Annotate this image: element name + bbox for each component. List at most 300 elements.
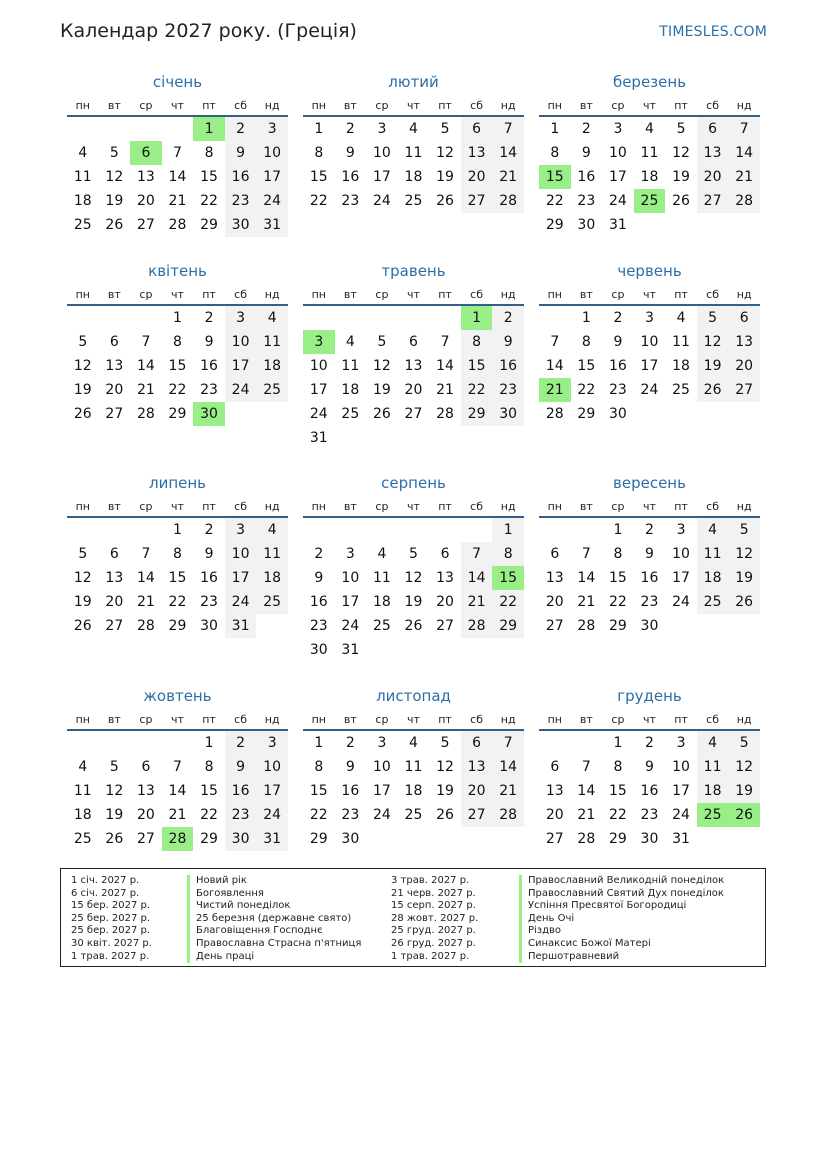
day-cell: 15: [168, 570, 187, 586]
day-cell: 18: [697, 779, 729, 803]
empty-cell: [634, 213, 666, 237]
empty-cell: [728, 614, 760, 638]
day-cell: 25: [404, 193, 423, 209]
day-cell: 5: [697, 305, 729, 330]
day-cell: 4: [78, 145, 88, 161]
day-cell: 15: [200, 169, 218, 185]
day-cell: 1: [613, 735, 623, 751]
month-name: травень: [381, 262, 446, 280]
day-cell: 10: [372, 759, 391, 775]
empty-cell: [303, 305, 335, 330]
empty-cell: [697, 827, 729, 851]
weekday-header: пн: [539, 710, 571, 730]
empty-cell: [130, 116, 162, 141]
holiday-date: 15 бер. 2027 р.: [71, 900, 151, 912]
day-cell: 6: [728, 305, 760, 330]
day-cell: 20: [697, 165, 729, 189]
day-cell: 10: [672, 759, 690, 775]
day-cell: 7: [440, 334, 450, 350]
day-cell: 22: [168, 382, 187, 398]
day-cell: 10: [309, 358, 328, 374]
day-cell: 11: [697, 542, 729, 566]
empty-cell: [366, 517, 398, 542]
day-cell: 19: [73, 594, 92, 610]
month-table: [303, 497, 524, 662]
legend-row: [519, 913, 724, 926]
empty-cell: [99, 730, 131, 755]
day-cell: 2: [581, 121, 591, 137]
day-cell: 7: [581, 546, 591, 562]
day-cell: 12: [728, 542, 760, 566]
day-cell: 3: [676, 522, 686, 538]
day-cell: 10: [341, 570, 360, 586]
weekday-header: пн: [67, 710, 99, 730]
day-cell: 11: [697, 755, 729, 779]
day-cell: 15: [168, 358, 187, 374]
day-cell: 3: [256, 116, 288, 141]
weekday-header: чт: [162, 285, 194, 305]
day-cell: 3: [645, 310, 654, 326]
day-cell: 11: [372, 570, 391, 586]
empty-cell: [225, 402, 257, 426]
day-cell: 16: [608, 358, 627, 374]
day-cell: 29: [608, 831, 627, 847]
day-cell: 13: [404, 358, 423, 374]
day-cell: 19: [105, 807, 124, 823]
day-cell: 16: [200, 570, 218, 586]
day-cell: 9: [645, 759, 654, 775]
day-cell: 23: [341, 807, 360, 823]
day-cell: 6: [550, 546, 560, 562]
day-cell: 7: [173, 145, 182, 161]
day-cell: 20: [436, 594, 454, 610]
weekday-header: нд: [492, 285, 524, 305]
holiday-date: 28 жовт. 2027 р.: [391, 912, 479, 924]
weekday-header: пн: [303, 710, 335, 730]
day-cell: 9: [225, 755, 257, 779]
empty-cell: [162, 730, 194, 755]
day-cell: 31: [256, 827, 288, 851]
empty-cell: [366, 305, 398, 330]
holiday-name: День праці: [187, 951, 361, 964]
day-cell: 2: [225, 730, 257, 755]
day-cell: 10: [225, 330, 257, 354]
day-cell: 14: [168, 169, 187, 185]
empty-cell: [665, 402, 697, 426]
day-cell: 17: [640, 358, 659, 374]
day-cell: 29: [200, 831, 218, 847]
month-name: лютий: [388, 73, 439, 91]
day-cell: 18: [256, 566, 288, 590]
day-cell: 23: [200, 382, 218, 398]
weekday-header: пт: [193, 96, 225, 116]
day-cell: 5: [78, 334, 88, 350]
weekday-header: пн: [539, 96, 571, 116]
day-cell: 29: [492, 614, 524, 638]
weekday-header: вт: [571, 710, 603, 730]
day-cell: 29: [608, 618, 627, 634]
day-cell: 30: [341, 831, 360, 847]
day-cell: 28: [545, 406, 564, 422]
holiday-legend: [60, 868, 766, 967]
day-cell: 12: [436, 759, 454, 775]
day-cell: 10: [608, 145, 627, 161]
empty-cell: [162, 116, 194, 141]
holiday-date: 25 бер. 2027 р.: [71, 912, 151, 924]
holiday-name: Православний Святий Дух понеділок: [519, 888, 724, 901]
day-cell: 25: [634, 189, 666, 213]
day-cell: 17: [341, 594, 360, 610]
empty-cell: [571, 730, 603, 755]
day-cell: 8: [550, 145, 560, 161]
legend-row: [519, 938, 724, 951]
day-cell: 31: [608, 217, 627, 233]
day-cell: 20: [105, 382, 124, 398]
day-cell: 30: [200, 618, 218, 634]
day-cell: 24: [672, 594, 690, 610]
weekday-header: чт: [634, 497, 666, 517]
day-cell: 9: [492, 330, 524, 354]
weekday-header: пт: [193, 710, 225, 730]
day-cell: 27: [404, 406, 423, 422]
weekday-header: пт: [429, 96, 461, 116]
day-cell: 30: [640, 618, 659, 634]
day-cell: 1: [314, 121, 324, 137]
day-cell: 26: [73, 406, 92, 422]
day-cell: 15: [608, 783, 627, 799]
day-cell: 17: [225, 354, 257, 378]
empty-cell: [697, 213, 729, 237]
empty-cell: [728, 402, 760, 426]
weekday-header: сб: [697, 710, 729, 730]
weekday-header: ср: [366, 96, 398, 116]
day-cell: 5: [676, 121, 686, 137]
day-cell: 23: [309, 618, 328, 634]
day-cell: 12: [404, 570, 423, 586]
weekday-header: вт: [571, 285, 603, 305]
empty-cell: [429, 827, 461, 851]
weekday-header: ср: [366, 710, 398, 730]
day-cell: 15: [492, 566, 524, 590]
day-cell: 10: [672, 546, 690, 562]
day-cell: 27: [105, 618, 124, 634]
legend-right-names: [519, 875, 724, 963]
day-cell: 28: [492, 189, 524, 213]
day-cell: 8: [613, 546, 623, 562]
day-cell: 12: [105, 169, 124, 185]
day-cell: 14: [577, 783, 596, 799]
holiday-name: 25 березня (державне свято): [187, 913, 361, 926]
weekday-header: сб: [461, 710, 493, 730]
day-cell: 1: [173, 522, 182, 538]
empty-cell: [728, 827, 760, 851]
holiday-date: 1 трав. 2027 р.: [71, 950, 150, 962]
day-cell: 21: [492, 779, 524, 803]
day-cell: 29: [168, 618, 187, 634]
day-cell: 16: [577, 169, 596, 185]
weekday-header: чт: [162, 710, 194, 730]
day-cell: 18: [697, 566, 729, 590]
day-cell: 9: [314, 570, 324, 586]
month-calendar: [303, 473, 524, 662]
day-cell: 22: [309, 193, 328, 209]
legend-right-dates: [391, 875, 478, 963]
day-cell: 13: [545, 570, 564, 586]
month-calendar: [67, 473, 288, 638]
day-cell: 12: [728, 755, 760, 779]
weekday-header: сб: [461, 497, 493, 517]
day-cell: 24: [341, 618, 360, 634]
day-cell: 8: [173, 546, 182, 562]
day-cell: 2: [613, 310, 623, 326]
day-cell: 18: [341, 382, 360, 398]
empty-cell: [665, 213, 697, 237]
day-cell: 22: [200, 193, 218, 209]
day-cell: 3: [256, 730, 288, 755]
weekday-header: сб: [225, 285, 257, 305]
day-cell: 28: [492, 803, 524, 827]
day-cell: 14: [136, 358, 155, 374]
day-cell: 15: [309, 783, 328, 799]
empty-cell: [539, 730, 571, 755]
weekday-header: чт: [162, 497, 194, 517]
day-cell: 30: [608, 406, 627, 422]
day-cell: 15: [577, 358, 596, 374]
empty-cell: [99, 116, 131, 141]
day-cell: 5: [440, 121, 450, 137]
day-cell: 30: [640, 831, 659, 847]
day-cell: 23: [577, 193, 596, 209]
weekday-header: нд: [492, 497, 524, 517]
day-cell: 23: [492, 378, 524, 402]
weekday-header: пн: [539, 285, 571, 305]
day-cell: 16: [640, 783, 659, 799]
day-cell: 11: [73, 783, 92, 799]
empty-cell: [571, 517, 603, 542]
day-cell: 23: [341, 193, 360, 209]
day-cell: 4: [697, 730, 729, 755]
day-cell: 16: [341, 169, 360, 185]
holiday-name: Різдво: [519, 925, 724, 938]
day-cell: 19: [372, 382, 391, 398]
day-cell: 16: [341, 783, 360, 799]
day-cell: 7: [173, 759, 182, 775]
day-cell: 23: [200, 594, 218, 610]
month-table: [67, 497, 288, 638]
day-cell: 12: [672, 145, 690, 161]
day-cell: 2: [345, 121, 355, 137]
day-cell: 9: [345, 759, 355, 775]
day-cell: 15: [200, 783, 218, 799]
month-calendar: [539, 72, 760, 237]
day-cell: 21: [492, 165, 524, 189]
day-cell: 13: [105, 358, 124, 374]
day-cell: 4: [78, 759, 88, 775]
day-cell: 9: [204, 334, 214, 350]
empty-cell: [335, 305, 367, 330]
weekday-header: вт: [571, 96, 603, 116]
day-cell: 28: [728, 189, 760, 213]
day-cell: 1: [314, 735, 324, 751]
holiday-date: 1 трав. 2027 р.: [391, 950, 470, 962]
day-cell: 7: [141, 546, 151, 562]
legend-row: [187, 951, 361, 964]
day-cell: 12: [105, 783, 124, 799]
empty-cell: [539, 305, 571, 330]
day-cell: 24: [309, 406, 328, 422]
day-cell: 8: [204, 145, 214, 161]
holiday-name: Першотравневий: [519, 951, 724, 964]
day-cell: 21: [136, 594, 155, 610]
day-cell: 11: [73, 169, 92, 185]
day-cell: 19: [728, 566, 760, 590]
weekday-header: чт: [398, 285, 430, 305]
month-table: [303, 710, 524, 851]
day-cell: 30: [225, 827, 257, 851]
day-cell: 21: [436, 382, 454, 398]
day-cell: 24: [256, 803, 288, 827]
day-cell: 3: [303, 330, 335, 354]
weekday-header: пн: [303, 96, 335, 116]
empty-cell: [398, 517, 430, 542]
day-cell: 11: [256, 542, 288, 566]
weekday-header: пт: [193, 285, 225, 305]
weekday-header: нд: [728, 497, 760, 517]
month-name: березень: [612, 73, 687, 91]
month-calendar: [303, 72, 524, 213]
legend-left-dates: [71, 875, 152, 963]
empty-cell: [697, 614, 729, 638]
day-cell: 5: [440, 735, 450, 751]
day-cell: 24: [225, 590, 257, 614]
day-cell: 5: [728, 517, 760, 542]
day-cell: 27: [105, 406, 124, 422]
empty-cell: [429, 426, 461, 450]
day-cell: 16: [200, 358, 218, 374]
day-cell: 17: [672, 783, 690, 799]
empty-cell: [398, 827, 430, 851]
day-cell: 29: [309, 831, 328, 847]
weekday-header: сб: [225, 710, 257, 730]
day-cell: 29: [545, 217, 564, 233]
weekday-header: нд: [256, 497, 288, 517]
day-cell: 15: [539, 165, 571, 189]
day-cell: 4: [676, 310, 686, 326]
weekday-header: нд: [256, 96, 288, 116]
day-cell: 18: [73, 807, 92, 823]
site-link[interactable]: TIMESLES.COM: [659, 24, 767, 40]
day-cell: 17: [256, 779, 288, 803]
month-calendar: [67, 261, 288, 426]
month-table: [67, 285, 288, 426]
legend-row: [519, 951, 724, 964]
empty-cell: [461, 638, 493, 662]
day-cell: 4: [256, 305, 288, 330]
day-cell: 28: [436, 406, 454, 422]
day-cell: 12: [73, 358, 92, 374]
day-cell: 17: [372, 169, 391, 185]
day-cell: 25: [341, 406, 360, 422]
weekday-header: пт: [665, 285, 697, 305]
day-cell: 21: [577, 807, 596, 823]
empty-cell: [67, 517, 99, 542]
weekday-header: пт: [665, 497, 697, 517]
day-cell: 19: [105, 193, 124, 209]
day-cell: 24: [608, 193, 627, 209]
day-cell: 13: [461, 755, 493, 779]
day-cell: 17: [672, 570, 690, 586]
day-cell: 12: [436, 145, 454, 161]
day-cell: 13: [136, 169, 155, 185]
day-cell: 24: [640, 382, 659, 398]
day-cell: 29: [577, 406, 596, 422]
day-cell: 2: [314, 546, 324, 562]
day-cell: 29: [461, 402, 493, 426]
day-cell: 31: [672, 831, 690, 847]
empty-cell: [130, 517, 162, 542]
legend-row: [187, 875, 361, 888]
day-cell: 15: [608, 570, 627, 586]
day-cell: 30: [577, 217, 596, 233]
weekday-header: ср: [602, 96, 634, 116]
day-cell: 2: [345, 735, 355, 751]
day-cell: 11: [404, 145, 423, 161]
day-cell: 17: [225, 566, 257, 590]
month-name: липень: [148, 474, 207, 492]
empty-cell: [99, 305, 131, 330]
weekday-header: нд: [256, 285, 288, 305]
weekday-header: сб: [225, 96, 257, 116]
weekday-header: пт: [429, 285, 461, 305]
day-cell: 23: [225, 803, 257, 827]
month-calendar: [539, 686, 760, 851]
weekday-header: сб: [225, 497, 257, 517]
day-cell: 10: [225, 542, 257, 566]
month-table: [67, 710, 288, 851]
day-cell: 6: [461, 730, 493, 755]
weekday-header: пн: [303, 285, 335, 305]
empty-cell: [398, 426, 430, 450]
holiday-name: Богоявлення: [187, 888, 361, 901]
day-cell: 7: [492, 116, 524, 141]
day-cell: 12: [73, 570, 92, 586]
holiday-name: Православна Страсна п'ятниця: [187, 938, 361, 951]
day-cell: 11: [256, 330, 288, 354]
day-cell: 11: [672, 334, 690, 350]
day-cell: 13: [697, 141, 729, 165]
day-cell: 27: [136, 217, 155, 233]
holiday-name: Успіння Пресвятої Богородиці: [519, 900, 724, 913]
day-cell: 2: [645, 522, 654, 538]
day-cell: 16: [225, 779, 257, 803]
day-cell: 14: [545, 358, 564, 374]
day-cell: 8: [173, 334, 182, 350]
day-cell: 11: [640, 145, 659, 161]
day-cell: 26: [436, 193, 454, 209]
day-cell: 4: [377, 546, 387, 562]
day-cell: 1: [550, 121, 560, 137]
day-cell: 13: [461, 141, 493, 165]
day-cell: 8: [461, 330, 493, 354]
holiday-name: Православний Великодній понеділок: [519, 875, 724, 888]
legend-row: [187, 888, 361, 901]
holiday-date: 3 трав. 2027 р.: [391, 875, 470, 886]
day-cell: 16: [492, 354, 524, 378]
weekday-header: пн: [67, 497, 99, 517]
month-table: [539, 497, 760, 638]
empty-cell: [429, 517, 461, 542]
day-cell: 20: [136, 193, 155, 209]
